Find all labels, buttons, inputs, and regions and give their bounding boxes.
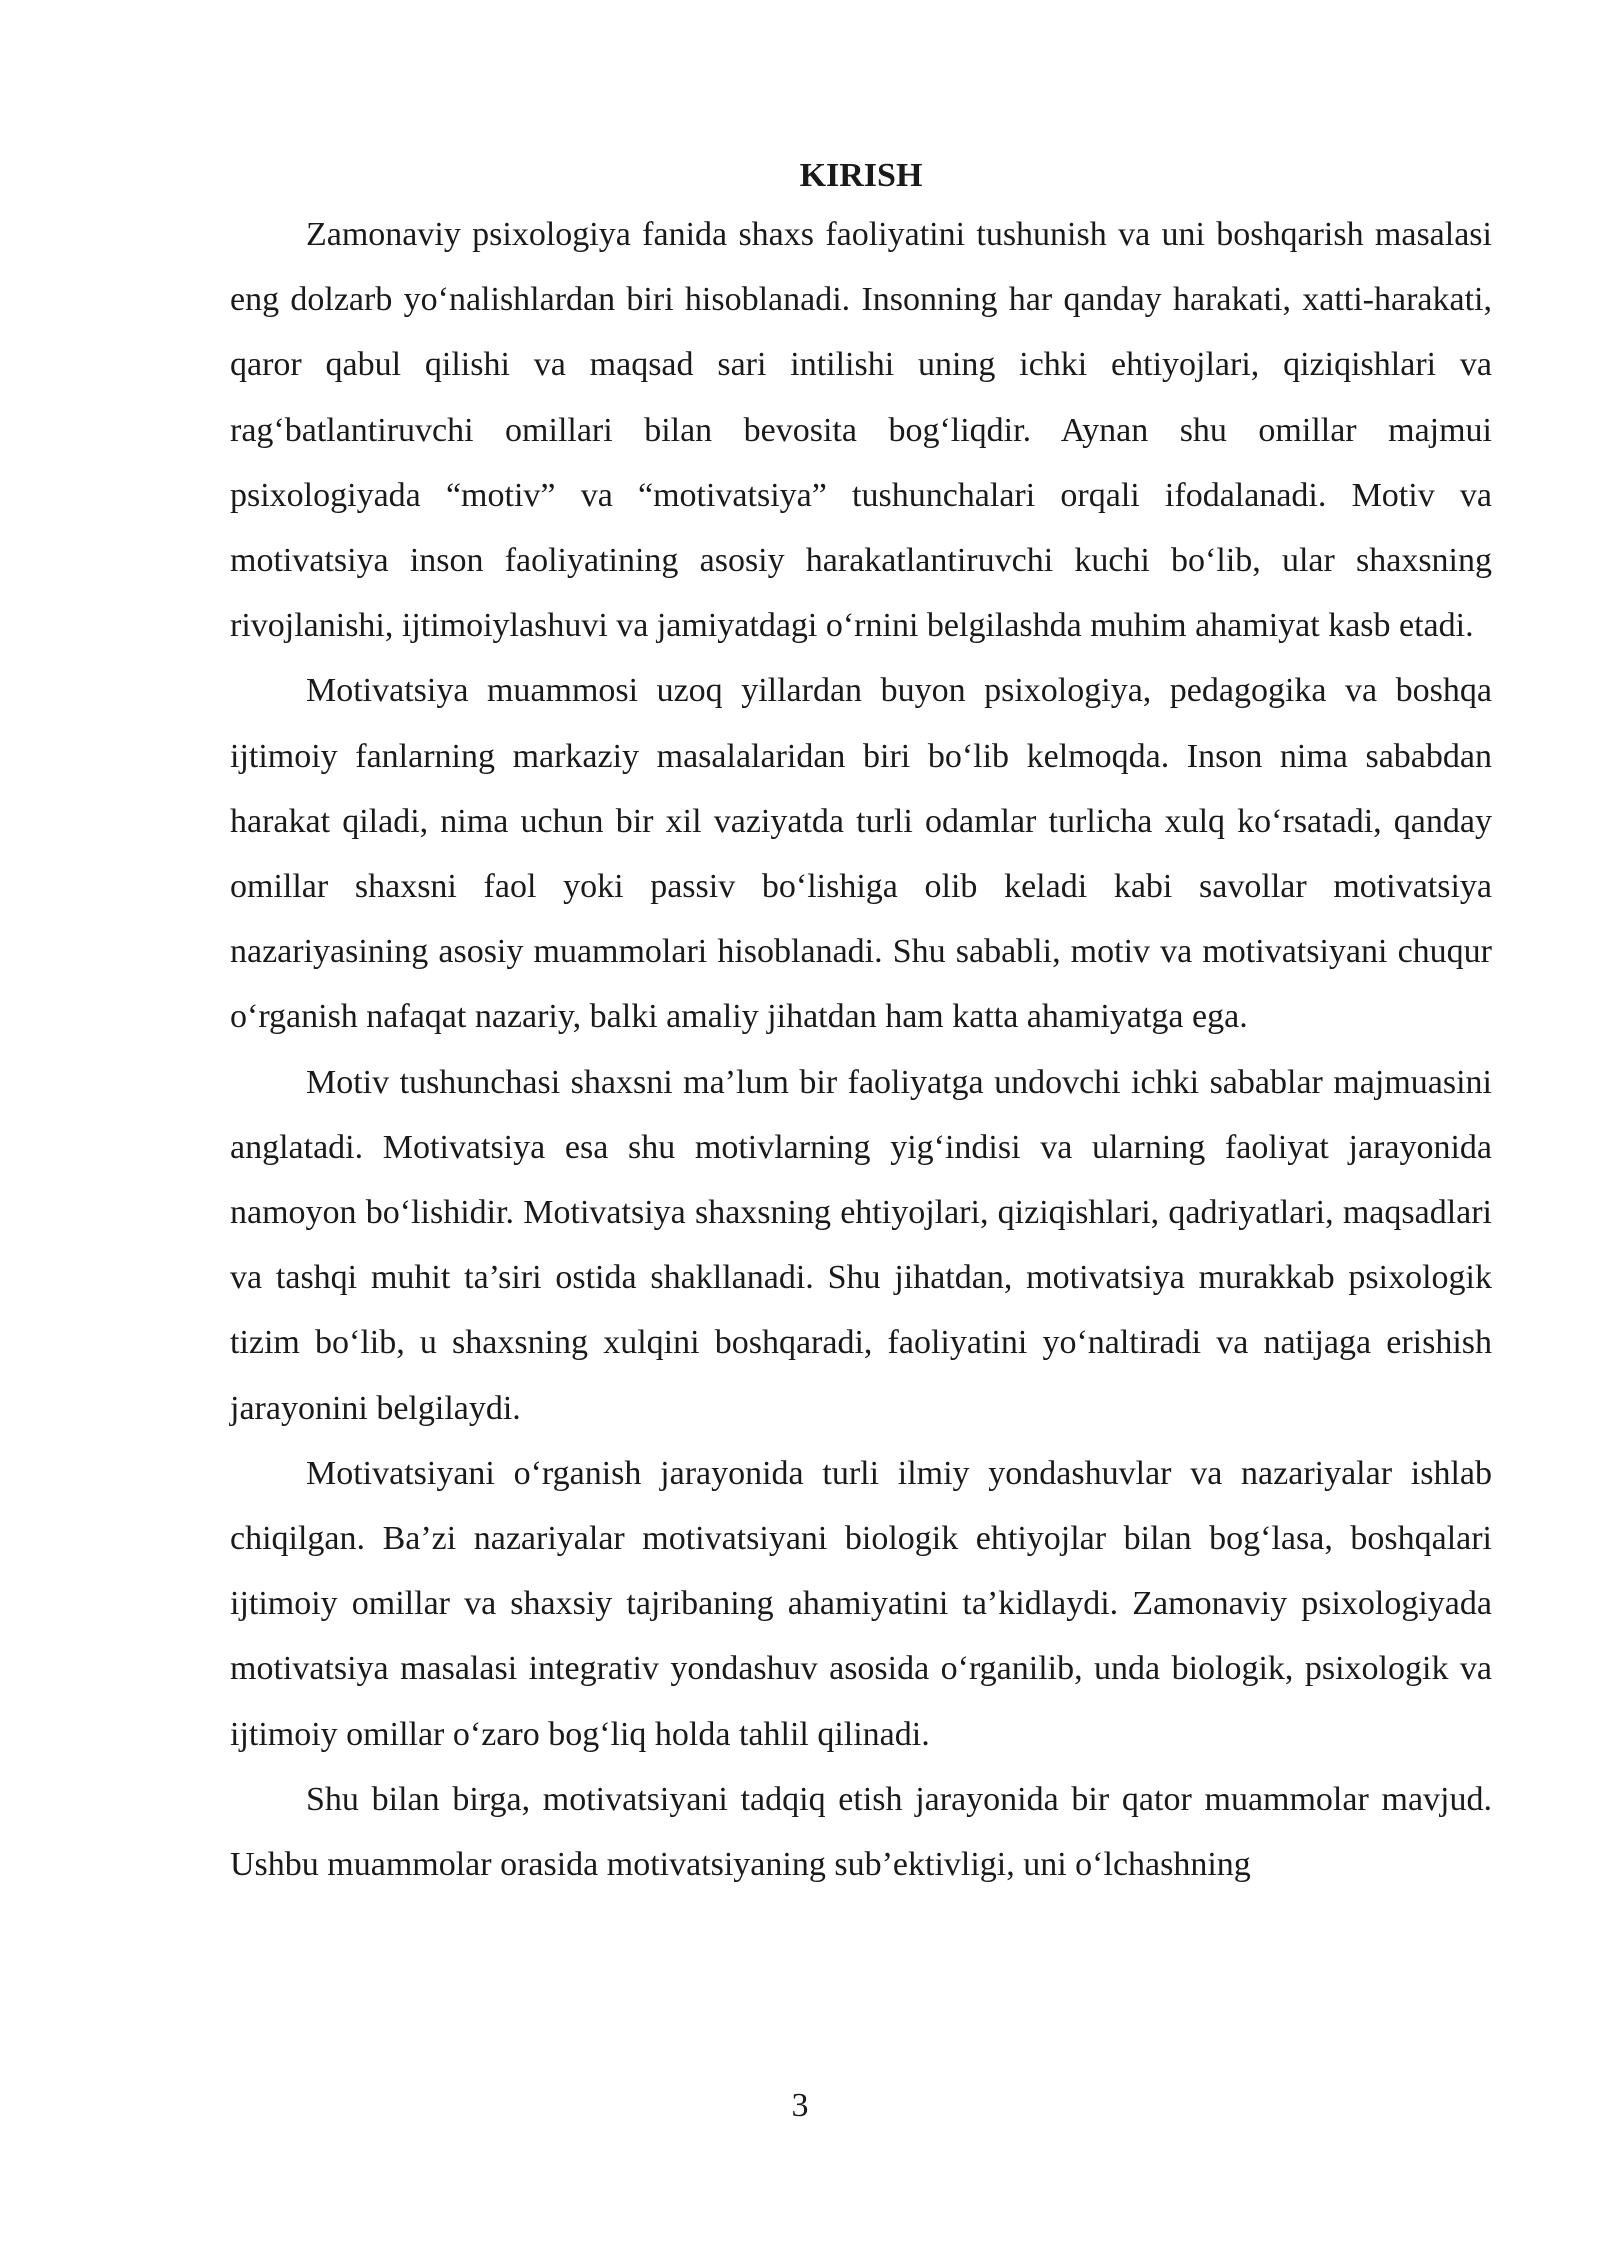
page-content bbox=[230, 150, 1492, 1897]
paragraph-1: Zamonaviy psixologiya fanida shaxs faoliyatini tushunish va uni boshqarish masalasi eng dolzarb yo‘nalishlardan biri hisoblanadi. Insonning har qanday harakati, xatti-harakati, qaror qabul qilishi va maqsad sari intilishi uning ichki ehtiyojlari, qiziqishlari va rag‘batlantiruvchi omillari bilan bevosita bog‘liqdir. Aynan shu omillar majmui psixologiyada “motiv” va “motivatsiya” tushunchalari orqali ifodalanadi. Motiv va motivatsiya inson faoliyatining asosiy harakatlantiruvchi kuchi bo‘lib, ular shaxsning rivojlanishi, ijtimoiylashuvi va jamiyatdagi o‘rnini belgilashda muhim ahamiyat kasb etadi. bbox=[230, 216, 1492, 645]
paragraph-4: Motivatsiyani o‘rganish jarayonida turli ilmiy yondashuvlar va nazariyalar ishlab chiqilgan. Ba’zi nazariyalar motivatsiyani biologik ehtiyojlar bilan bog‘lasa, boshqalari ijtimoiy omillar va shaxsiy tajribaning ahamiyatini ta’kidlaydi. Zamonaviy psixologiyada motivatsiya masalasi integrativ yondashuv asosida o‘rganilib, unda biologik, psixologik va ijtimoiy omillar o‘zaro bog‘liq holda tahlil qilinadi. bbox=[230, 1454, 1492, 1753]
paragraph-3: Motiv tushunchasi shaxsni ma’lum bir faoliyatga undovchi ichki sabablar majmuasini anglatadi. Motivatsiya esa shu motivlarning yig‘indisi va ularning faoliyat jarayonida namoyon bo‘lishidir. Motivatsiya shaxsning ehtiyojlari, qiziqishlari, qadriyatlari, maqsadlari va tashqi muhit ta’siri ostida shakllanadi. Shu jihatdan, motivatsiya murakkab psixologik tizim bo‘lib, u shaxsning xulqini boshqaradi, faoliyatini yo‘naltiradi va natijaga erishish jarayonini belgilaydi. bbox=[230, 1063, 1492, 1427]
page-number: 3 bbox=[791, 2087, 809, 2124]
section-heading: KIRISH bbox=[799, 157, 923, 194]
paragraph-5: Shu bilan birga, motivatsiyani tadqiq etish jarayonida bir qator muammolar mavjud. Ushbu muammolar orasida motivatsiyaning sub’ektivligi, uni o‘lchashning bbox=[230, 1780, 1492, 1884]
paragraph-2: Motivatsiya muammosi uzoq yillardan buyon psixologiya, pedagogika va boshqa ijtimoiy fanlarning markaziy masalalaridan biri bo‘lib kelmoqda. Inson nima sababdan harakat qiladi, nima uchun bir xil vaziyatda turli odamlar turlicha xulq ko‘rsatadi, qanday omillar shaxsni faol yoki passiv bo‘lishiga olib keladi kabi savollar motivatsiya nazariyasining asosiy muammolari hisoblanadi. Shu sababli, motiv va motivatsiyani chuqur o‘rganish nafaqat nazariy, balki amaliy jihatdan ham katta ahamiyatga ega. bbox=[230, 672, 1492, 1036]
